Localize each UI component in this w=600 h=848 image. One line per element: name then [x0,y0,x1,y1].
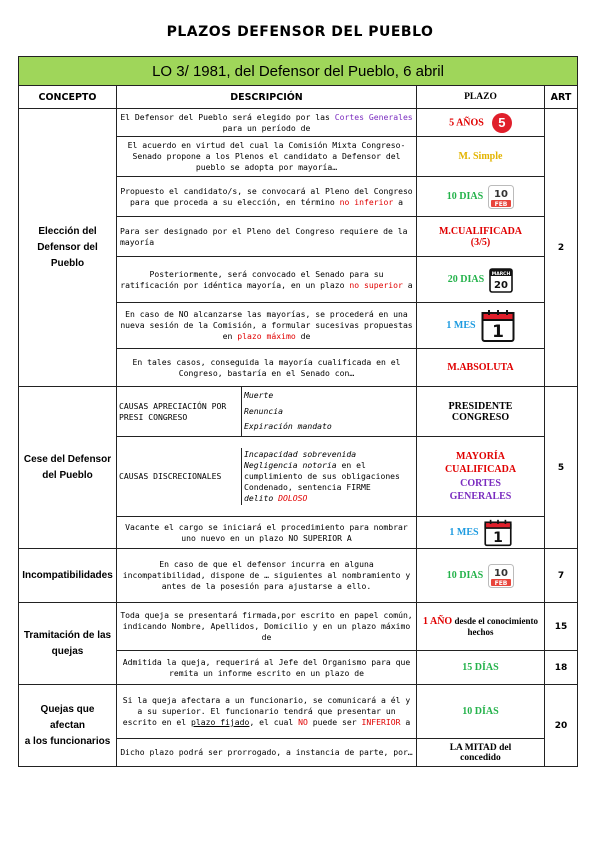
calendar-march-20-icon [489,267,513,293]
calendar-day-1-icon [481,309,515,343]
plazos-table [18,56,578,767]
svg-text:10: 10 [494,567,509,579]
calendar-feb-10-icon [488,564,514,588]
art-15: 15 [545,603,578,651]
desc-cese-apreciacion [117,387,417,437]
desc-funcionarios-escrito: Si la queja afectara a un funcionario, se comunicará a él y a su superior. El funcionario tendrá que presentar un escrito en el plazo fijado, el cual NO puede ser INFERIOR a [117,685,417,739]
plazo-m-absoluta: M.ABSOLUTA [417,349,545,387]
plazo-10-dias-incompat: 10 DIAS 10 FEB [417,549,545,603]
causes-list: Muerte Renuncia Expiración mandato [242,387,417,435]
desc-eleccion-designacion: Para ser designado por el Pleno del Congreso requiere de la mayoría [117,217,417,257]
label-causas-apreciacion: CAUSAS APRECIACIÓN POR PRESI CONGRESO [119,400,227,422]
plazo-presidente-congreso: PRESIDENTE CONGRESO [417,387,545,437]
desc-incompatibilidades: En caso de que el defensor incurra en alguna incompatibilidad, dispone de … siguientes al nombramiento y antes de la posesión para ajustarse a ello. [117,549,417,603]
svg-text:FEB: FEB [494,579,508,587]
header-descripcion: DESCRIPCIÓN [117,86,417,109]
svg-text:10: 10 [494,188,509,200]
desc-cese-vacante: Vacante el cargo se iniciará el procedimiento para nombrar uno nuevo en un plazo NO SUPERIOR A [117,517,417,549]
plazo-1-ano: 1 AÑO desde el conocimiento hechos [417,603,545,651]
svg-text:FEB: FEB [494,200,508,208]
plazo-m-cualificada: M.CUALIFICADA (3/5) [417,217,545,257]
concept-eleccion: Elección del Defensor del Pueblo [19,109,117,387]
art-2: 2 [545,109,578,387]
svg-text:1: 1 [491,321,504,342]
label-causas-discrecionales: CAUSAS DISCRECIONALES [119,471,222,482]
art-5: 5 [545,387,578,549]
plazo-10-dias-funcionarios: 10 DÍAS [417,685,545,739]
header-plazo: PLAZO [417,86,545,109]
number-5-icon: 5 [492,113,512,133]
plazo-20-dias: 20 DIAS MARCH 20 [417,257,545,303]
desc-eleccion-pleno: Propuesto el candidato/s, se convocará al Pleno del Congreso para que proceda a su elección, en término no inferior a [117,177,417,217]
plazo-15-dias: 15 DÍAS [417,651,545,685]
desc-funcionarios-prorroga: Dicho plazo podrá ser prorrogado, a instancia de parte, por… [117,739,417,767]
desc-quejas-presentacion: Toda queja se presentará firmada,por escrito en papel común, indicando Nombre, Apellidos, Domicilio y en un plazo máximo de [117,603,417,651]
desc-eleccion-comision: El acuerdo en virtud del cual la Comisión Mixta Congreso-Senado propone a los Plenos el candidato a Defensor del pueblo se adopta por mayoría… [117,137,417,177]
plazo-5-anos: 5 AÑOS 5 [417,109,545,137]
concept-cese: Cese del Defensor del Pueblo [19,387,117,549]
desc-quejas-informe: Admitida la queja, requerirá al Jefe del Organismo para que remita un informe escrito en un plazo de [117,651,417,685]
art-18: 18 [545,651,578,685]
page-title: PLAZOS DEFENSOR DEL PUEBLO [166,24,434,40]
concept-funcionarios: Quejas que afectan a los funcionarios [19,685,117,767]
plazo-1-mes-vacante: 1 MES 1 [417,517,545,549]
art-20: 20 [545,685,578,767]
plazo-mayoria-cortes: MAYORÍA CUALIFICADA CORTES GENERALES [417,437,545,517]
svg-text:20: 20 [494,279,509,291]
plazo-10-dias-pleno: 10 DIAS 10 FEB [417,177,545,217]
header-concepto: CONCEPTO [19,86,117,109]
svg-text:MARCH: MARCH [491,271,511,277]
concept-incompatibilidades: Incompatibilidades [19,549,117,603]
law-banner: LO 3/ 1981, del Defensor del Pueblo, 6 abril [19,57,578,86]
calendar-feb-10-icon [488,185,514,209]
svg-text:1: 1 [492,529,503,546]
desc-eleccion-periodo: El Defensor del Pueblo será elegido por las Cortes Generales para un período de [117,109,417,137]
calendar-day-1-icon [484,519,512,547]
art-7: 7 [545,549,578,603]
desc-eleccion-senado-absoluta: En tales casos, conseguida la mayoría cualificada en el Congreso, bastaría en el Senado con… [117,349,417,387]
plazo-la-mitad: LA MITAD del concedido [417,739,545,767]
discrecionales-list: Incapacidad sobrevenida Negligencia notoria en el cumplimiento de sus obligaciones Condenado, sentencia FIRME delito DOLOSO [242,448,417,505]
desc-cese-discrecionales [117,437,417,517]
plazo-1-mes-eleccion: 1 MES 1 [417,303,545,349]
desc-eleccion-nueva-sesion: En caso de NO alcanzarse las mayorías, se procederá en una nueva sesión de la Comisión, a formular sucesivas propuestas en plazo máximo de [117,303,417,349]
concept-quejas: Tramitación de las quejas [19,603,117,685]
plazo-m-simple: M. Simple [417,137,545,177]
header-art: ART [545,86,578,109]
desc-eleccion-senado: Posteriormente, será convocado el Senado para su ratificación por idéntica mayoría, en un plazo no superior a [117,257,417,303]
